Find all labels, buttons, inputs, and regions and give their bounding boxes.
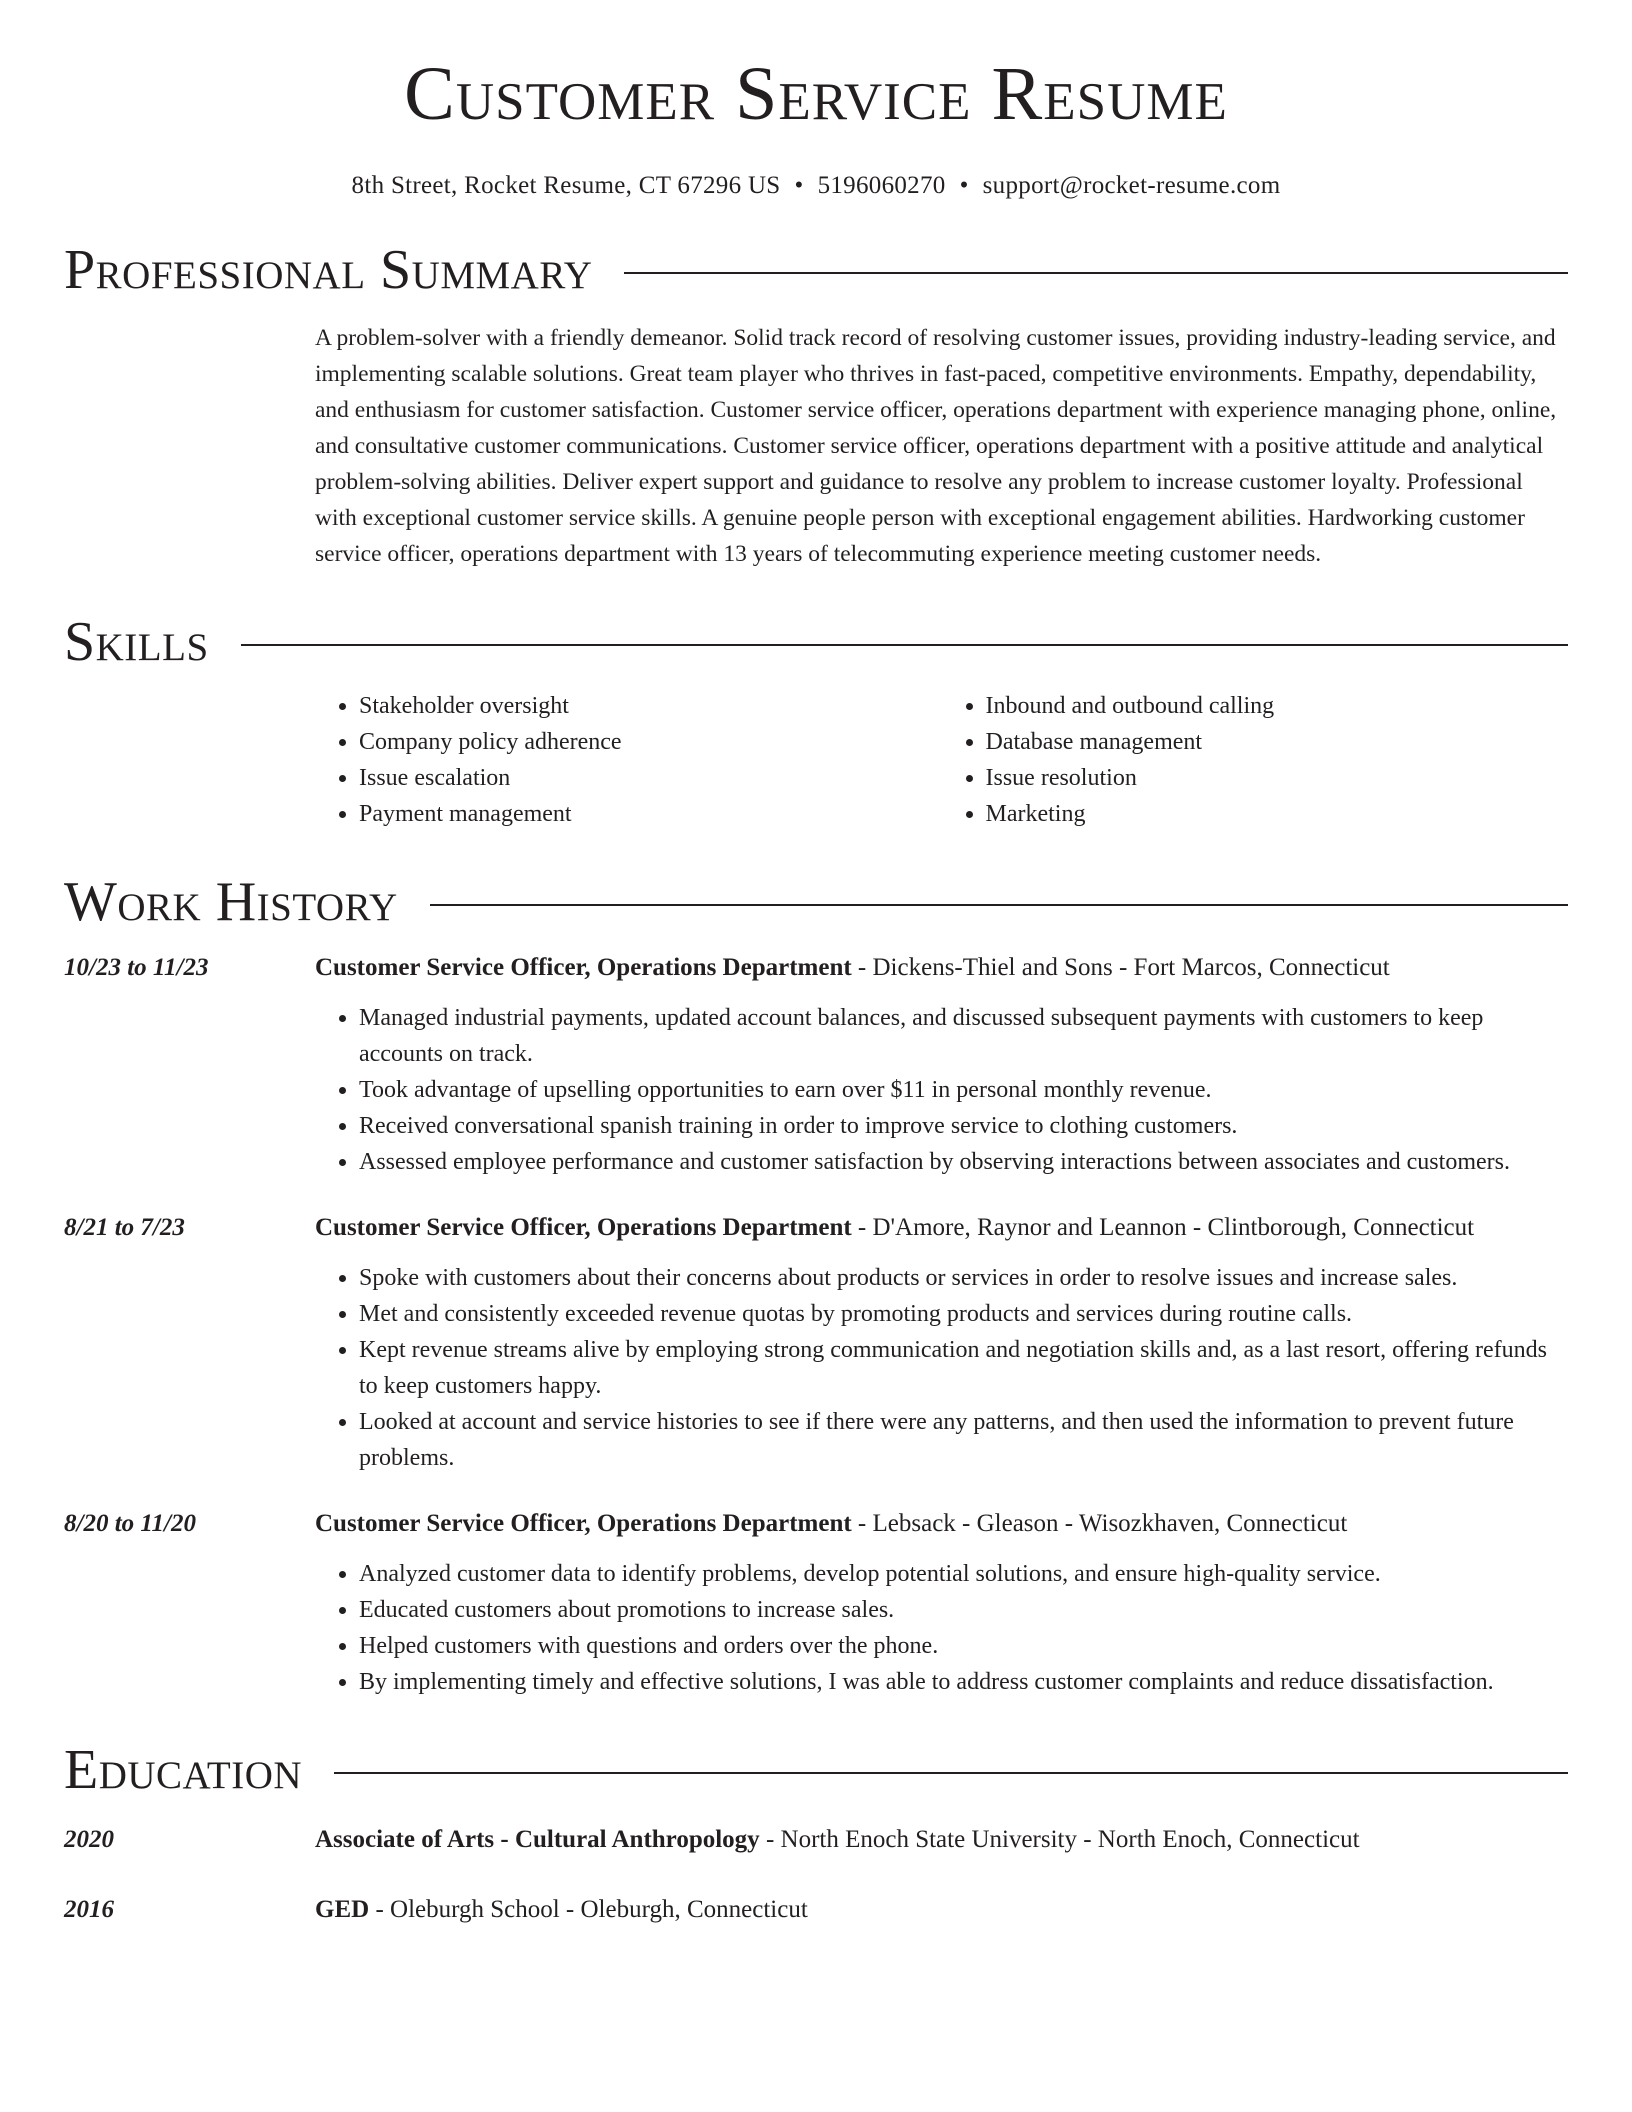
education-body bbox=[315, 1892, 1568, 1928]
section-header-education bbox=[64, 1739, 1568, 1801]
section-title-skills: Skills bbox=[64, 611, 209, 673]
job-body bbox=[315, 1506, 1568, 1700]
job-title-line bbox=[315, 1210, 1568, 1246]
skill-item: • Payment management bbox=[359, 796, 942, 832]
education-line bbox=[315, 1892, 1568, 1928]
job-bullet: • Spoke with customers about their concerns about products or services in order to resolve issues and increase sales. bbox=[359, 1260, 1568, 1296]
section-rule bbox=[624, 272, 1568, 274]
job-body bbox=[315, 950, 1568, 1180]
section-title-summary: Professional Summary bbox=[64, 239, 593, 301]
section-rule bbox=[430, 904, 1568, 906]
education-date: 2016 bbox=[64, 1896, 114, 1923]
job-bullet: • Met and consistently exceeded revenue quotas by promoting products and services during routine calls. bbox=[359, 1296, 1568, 1332]
job-bullet: • Kept revenue streams alive by employing strong communication and negotiation skills and, as a last resort, offering refunds to keep customers happy. bbox=[359, 1332, 1568, 1404]
contact-line bbox=[64, 172, 1568, 200]
section-rule bbox=[334, 1772, 1568, 1774]
section-title-work: Work History bbox=[64, 871, 398, 933]
contact-separator: • bbox=[794, 172, 804, 199]
job-title: Customer Service Officer, Operations Department bbox=[315, 954, 852, 981]
resume-name: Customer Service Resume bbox=[404, 52, 1228, 136]
skill-item: • Marketing bbox=[986, 796, 1569, 832]
summary-text: A problem-solver with a friendly demeanor. Solid track record of resolving customer issues, providing industry-leading service, and implementing scalable solutions. Great team player who thrives in fast-paced, competitive environments. Empathy, dependability, and enthusiasm for customer satisfaction. Customer service officer, operations department with experience managing phone, online, and consultative customer communications. Customer service officer, operations department with a positive attitude and analytical problem-solving abilities. Deliver expert support and guidance to resolve any problem to increase customer loyalty. Professional with exceptional customer service skills. A genuine people person with exceptional engagement abilities. Hardworking customer service officer, operations department with 13 years of telecommuting experience meeting customer needs. bbox=[315, 325, 1557, 567]
job-title-line bbox=[315, 1506, 1568, 1542]
section-header-work bbox=[64, 871, 1568, 933]
job-bullet: • Received conversational spanish training in order to improve service to clothing customers. bbox=[359, 1108, 1568, 1144]
contact-separator: • bbox=[959, 172, 969, 199]
skills-list bbox=[315, 688, 1568, 832]
job-title: Customer Service Officer, Operations Department bbox=[315, 1510, 852, 1537]
education-school: - North Enoch State University - North Enoch, Connecticut bbox=[759, 1826, 1360, 1853]
section-title-education: Education bbox=[64, 1739, 303, 1801]
contact-phone: 5196060270 bbox=[817, 172, 946, 199]
job-entry bbox=[64, 950, 1568, 1180]
job-bullet: • Analyzed customer data to identify problems, develop potential solutions, and ensure high-quality service. bbox=[359, 1556, 1568, 1592]
skill-item: • Company policy adherence bbox=[359, 724, 942, 760]
education-degree: Associate of Arts - Cultural Anthropology bbox=[315, 1826, 760, 1853]
job-bullet: • By implementing timely and effective solutions, I was able to address customer complaints and reduce dissatisfaction. bbox=[359, 1664, 1568, 1700]
skills-column-right bbox=[942, 688, 1569, 832]
job-date: 8/21 to 7/23 bbox=[64, 1214, 185, 1241]
section-header-summary bbox=[64, 239, 1568, 301]
job-bullet: • Looked at account and service histories to see if there were any patterns, and then used the information to prevent future problems. bbox=[359, 1404, 1568, 1476]
education-line bbox=[315, 1822, 1568, 1858]
education-body bbox=[315, 1822, 1568, 1858]
job-bullet: • Educated customers about promotions to increase sales. bbox=[359, 1592, 1568, 1628]
job-body bbox=[315, 1210, 1568, 1476]
job-bullets bbox=[315, 1000, 1568, 1180]
job-bullets bbox=[315, 1260, 1568, 1476]
job-title: Customer Service Officer, Operations Department bbox=[315, 1214, 852, 1241]
job-bullet: • Managed industrial payments, updated account balances, and discussed subsequent payments with customers to keep accounts on track. bbox=[359, 1000, 1568, 1072]
education-school: - Oleburgh School - Oleburgh, Connecticut bbox=[369, 1896, 808, 1923]
section-rule bbox=[241, 644, 1568, 646]
job-date: 8/20 to 11/20 bbox=[64, 1510, 196, 1537]
contact-email: support@rocket-resume.com bbox=[982, 172, 1281, 199]
education-entry bbox=[64, 1822, 1568, 1858]
job-date: 10/23 to 11/23 bbox=[64, 954, 209, 981]
job-entry bbox=[64, 1506, 1568, 1700]
job-bullet: • Assessed employee performance and customer satisfaction by observing interactions between associates and customers. bbox=[359, 1144, 1568, 1180]
job-employer: - Lebsack - Gleason - Wisozkhaven, Connecticut bbox=[851, 1510, 1348, 1537]
skills-column-left bbox=[315, 688, 942, 832]
job-employer: - D'Amore, Raynor and Leannon - Clintborough, Connecticut bbox=[851, 1214, 1475, 1241]
job-employer: - Dickens-Thiel and Sons - Fort Marcos, Connecticut bbox=[851, 954, 1390, 981]
job-bullet: • Took advantage of upselling opportunities to earn over $11 in personal monthly revenue. bbox=[359, 1072, 1568, 1108]
contact-address: 8th Street, Rocket Resume, CT 67296 US bbox=[351, 172, 781, 199]
job-title-line bbox=[315, 950, 1568, 986]
skill-item: • Issue resolution bbox=[986, 760, 1569, 796]
job-entry bbox=[64, 1210, 1568, 1476]
education-date: 2020 bbox=[64, 1826, 114, 1853]
skill-item: • Database management bbox=[986, 724, 1569, 760]
education-entry bbox=[64, 1892, 1568, 1928]
skill-item: • Stakeholder oversight bbox=[359, 688, 942, 724]
skill-item: • Inbound and outbound calling bbox=[986, 688, 1569, 724]
job-bullets bbox=[315, 1556, 1568, 1700]
skill-item: • Issue escalation bbox=[359, 760, 942, 796]
education-degree: GED bbox=[315, 1896, 370, 1923]
section-header-skills bbox=[64, 611, 1568, 673]
job-bullet: • Helped customers with questions and orders over the phone. bbox=[359, 1628, 1568, 1664]
